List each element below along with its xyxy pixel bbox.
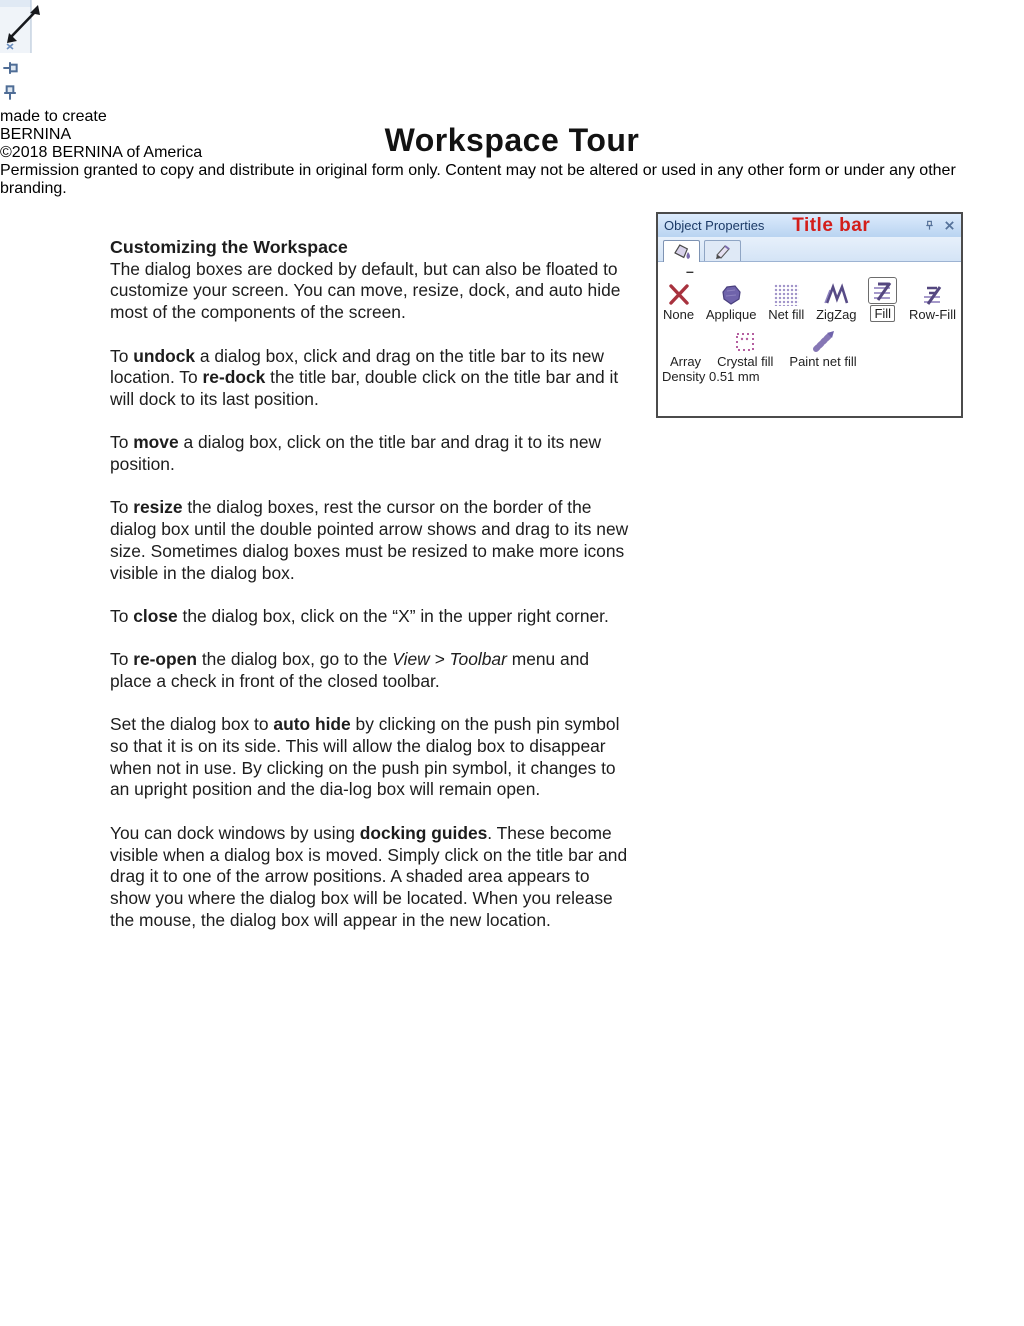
option-label: Row-Fill (909, 307, 956, 322)
made-to-create-tagline: made to create (0, 108, 107, 125)
permission-line: Permission granted to copy and distribute in original form only. Content may not be altered or used in any other form or under any other branding. (0, 162, 956, 197)
density-unit: mm (737, 369, 760, 384)
paragraph: To close the dialog box, click on the “X” in the upper right corner. (110, 605, 609, 626)
object-properties-dialog (656, 212, 963, 418)
pen-icon (713, 243, 733, 260)
row-fill-icon (919, 280, 946, 307)
fill-option-netfill[interactable] (768, 280, 804, 322)
titlebar-buttons (924, 219, 955, 232)
push-pin-figures (0, 58, 1024, 108)
pin-sideways-figure (0, 58, 1024, 83)
page-title: Workspace Tour (384, 122, 640, 158)
titlebar-annotation: Title bar (792, 214, 871, 236)
pin-upright-icon (0, 83, 20, 103)
fill-option-rowfill[interactable] (909, 280, 956, 322)
copyright-line: ©2018 BERNINA of America (0, 144, 203, 161)
dialog-titlebar[interactable] (658, 214, 961, 237)
fill-option-paintnetfill[interactable] (789, 327, 856, 369)
dialog-title: Object Properties (664, 218, 765, 233)
paragraph: The dialog boxes are docked by default, but can also be floated to customize your screen. You can move, resize, dock, and auto hide most of the components of the screen. (110, 258, 621, 323)
crystal-fill-icon (731, 327, 759, 354)
resize-cursor-figure (0, 0, 1024, 58)
fill-options-row-2 (662, 327, 957, 369)
fill-icon (868, 277, 897, 304)
bernina-logo: BERNINA (0, 126, 72, 143)
net-fill-icon (772, 280, 801, 307)
option-label: Net fill (768, 307, 805, 322)
pin-sideways-icon (0, 58, 20, 78)
option-label: Paint net fill (789, 354, 857, 369)
option-label: ZigZag (816, 307, 857, 322)
pin-icon[interactable] (924, 219, 935, 232)
density-input[interactable]: 0.51 (708, 369, 735, 384)
tab-outline-pen[interactable] (704, 240, 741, 261)
paragraph: To move a dialog box, click on the title bar and drag it to its new position. (110, 432, 602, 474)
array-icon (684, 327, 688, 354)
none-x-icon (665, 280, 693, 307)
option-label: None (663, 307, 695, 322)
fill-option-zigzag[interactable] (816, 280, 856, 322)
fill-option-array[interactable] (670, 327, 701, 369)
dialog-body (658, 262, 961, 384)
density-row (662, 369, 957, 384)
paragraph: Set the dialog box to auto hide by clicking on the push pin symbol so that it is on its side. This will allow the dialog box to disappear when not in use. By clicking on the push pin symbol, it changes to an upright position and the dia-log box will remain open. (110, 714, 620, 800)
fill-options-row-1 (662, 277, 957, 322)
paragraph: To resize the dialog boxes, rest the cursor on the border of the dialog box until the double pointed arrow shows and drag to its new size. Sometimes dialog boxes must be resized to make more icons visible in the dialog box. (110, 497, 629, 583)
paragraph: To re-open the dialog box, go to the View > Toolbar menu and place a check in front of the closed toolbar. (110, 649, 590, 691)
tab-fill-bucket[interactable] (663, 240, 700, 262)
density-label: Density (662, 369, 706, 384)
paint-bucket-icon (671, 243, 693, 261)
text-column (110, 237, 629, 953)
close-icon[interactable] (944, 220, 955, 231)
fill-option-fill[interactable] (868, 277, 897, 322)
option-label: Array (670, 354, 702, 369)
zigzag-icon (821, 280, 852, 307)
fill-option-none[interactable] (663, 280, 694, 322)
applique-icon (717, 280, 745, 307)
paragraph: To undock a dialog box, click and drag on the title bar to its new location. To re-dock the title bar, double click on the title bar and it will dock to its last position. (110, 345, 619, 409)
resize-arrow-icon (0, 0, 47, 53)
pin-upright-figure (0, 83, 1024, 108)
fill-option-crystalfill[interactable] (717, 327, 773, 369)
option-label: Applique (705, 307, 757, 322)
section-heading: Customizing the Workspace (110, 237, 348, 257)
paint-net-fill-icon (808, 327, 839, 354)
paragraphs (110, 259, 629, 932)
option-label: Fill (870, 305, 895, 322)
fill-option-applique[interactable] (706, 280, 757, 322)
dialog-tabs (658, 237, 961, 262)
option-label: Crystal fill (717, 354, 774, 369)
minus-mark: – (686, 263, 694, 279)
paragraph: You can dock windows by using docking guides. These become visible when a dialog box is moved. Simply click on the title bar and drag it to one of the arrow positions. A shaded area appears to show you where the dialog box will be located. When you release the mouse, the dialog box will appear in the new location. (110, 822, 628, 930)
